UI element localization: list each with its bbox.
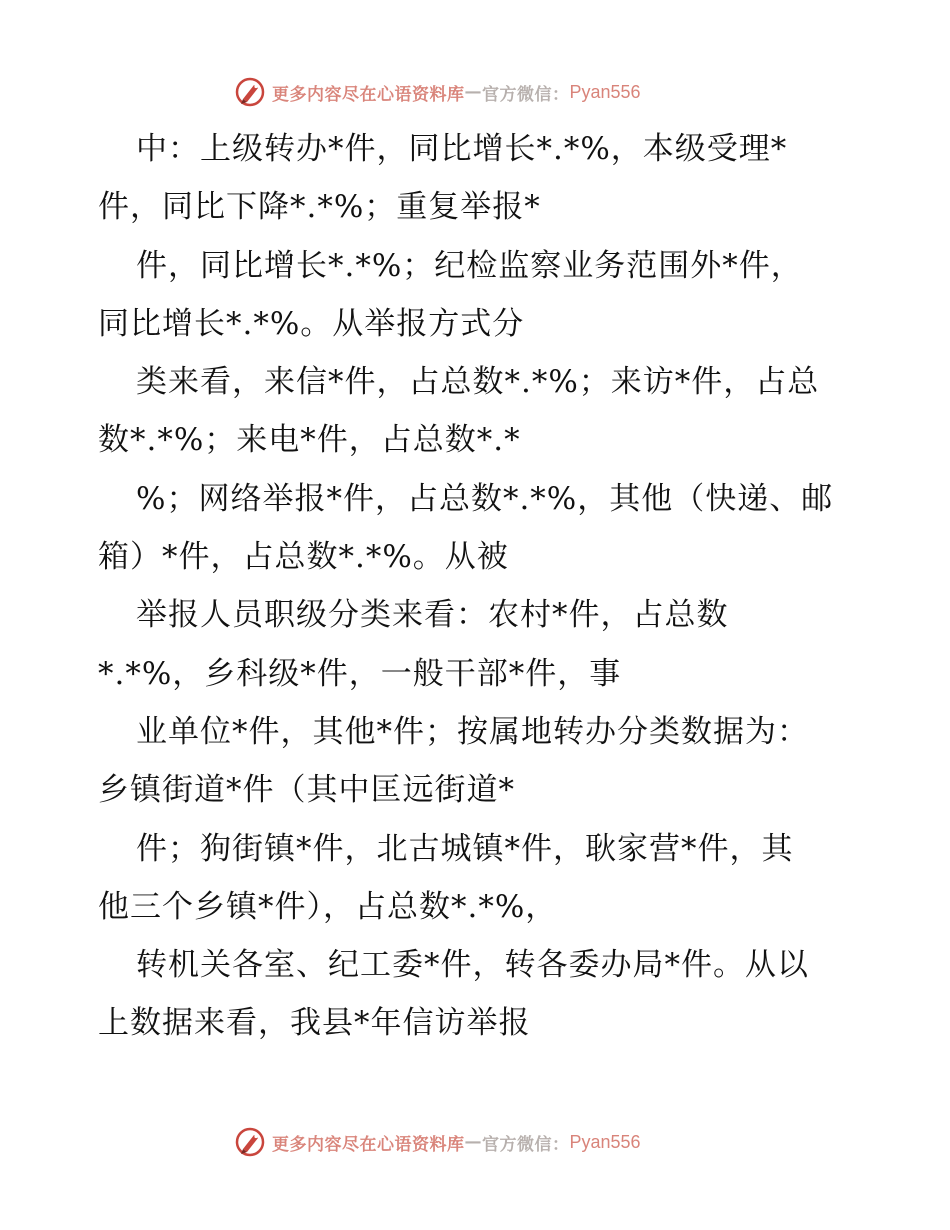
text-line: 类来看，来信*件，占总数*.*%；来访*件，占总	[136, 364, 820, 401]
text-line: 数*.*%；来电*件，占总数*.*	[98, 422, 521, 459]
footer-banner	[0, 1120, 950, 1160]
header-banner	[0, 70, 950, 110]
text-line: *.*%，乡科级*件，一般干部*件，事	[98, 655, 622, 692]
text-line: 业单位*件，其他*件；按属地转办分类数据为：	[136, 713, 809, 750]
text-line: 举报人员职级分类来看：农村*件，占总数	[136, 597, 729, 634]
banner-wechat-id: Pyan556	[569, 1131, 641, 1152]
footer-banner-content	[234, 1126, 641, 1158]
banner-wechat-label: 官方微信：	[482, 1134, 570, 1155]
text-line: 乡镇街道*件（其中匡远街道*	[98, 772, 515, 809]
text-line: 中：上级转办*件，同比增长*.*%，本级受理*	[136, 131, 788, 167]
text-line: 上数据来看，我县*年信访举报	[98, 1005, 531, 1042]
pen-logo-icon	[234, 1126, 266, 1158]
text-line: 他三个乡镇*件），占总数*.*%，	[98, 888, 558, 925]
text-line: 件，同比下降*.*%；重复举报*	[98, 189, 541, 226]
text-line: 件，同比增长*.*%；纪检监察业务范围外*件，	[136, 247, 803, 284]
text-line: 箱）*件，占总数*.*%。从被	[98, 539, 509, 576]
text-line: 转机关各室、纪工委*件，转各委办局*件。从以	[136, 947, 809, 984]
text-line: 同比增长*.*%。从举报方式分	[98, 305, 525, 342]
text-line: %；网络举报*件，占总数*.*%，其他（快递、邮	[136, 480, 834, 517]
text-line: 件；狗街镇*件，北古城镇*件，耿家营*件，其	[136, 830, 794, 867]
pen-logo-icon	[234, 76, 266, 108]
banner-wechat-id: Pyan556	[569, 81, 641, 102]
header-banner-content	[234, 76, 641, 108]
banner-title: 更多内容尽在心语资料库	[272, 1134, 465, 1155]
banner-title: 更多内容尽在心语资料库	[272, 84, 465, 105]
document-body	[98, 120, 858, 1053]
banner-dash: —	[464, 1132, 482, 1152]
banner-dash: —	[464, 82, 482, 102]
banner-wechat-label: 官方微信：	[482, 84, 570, 105]
